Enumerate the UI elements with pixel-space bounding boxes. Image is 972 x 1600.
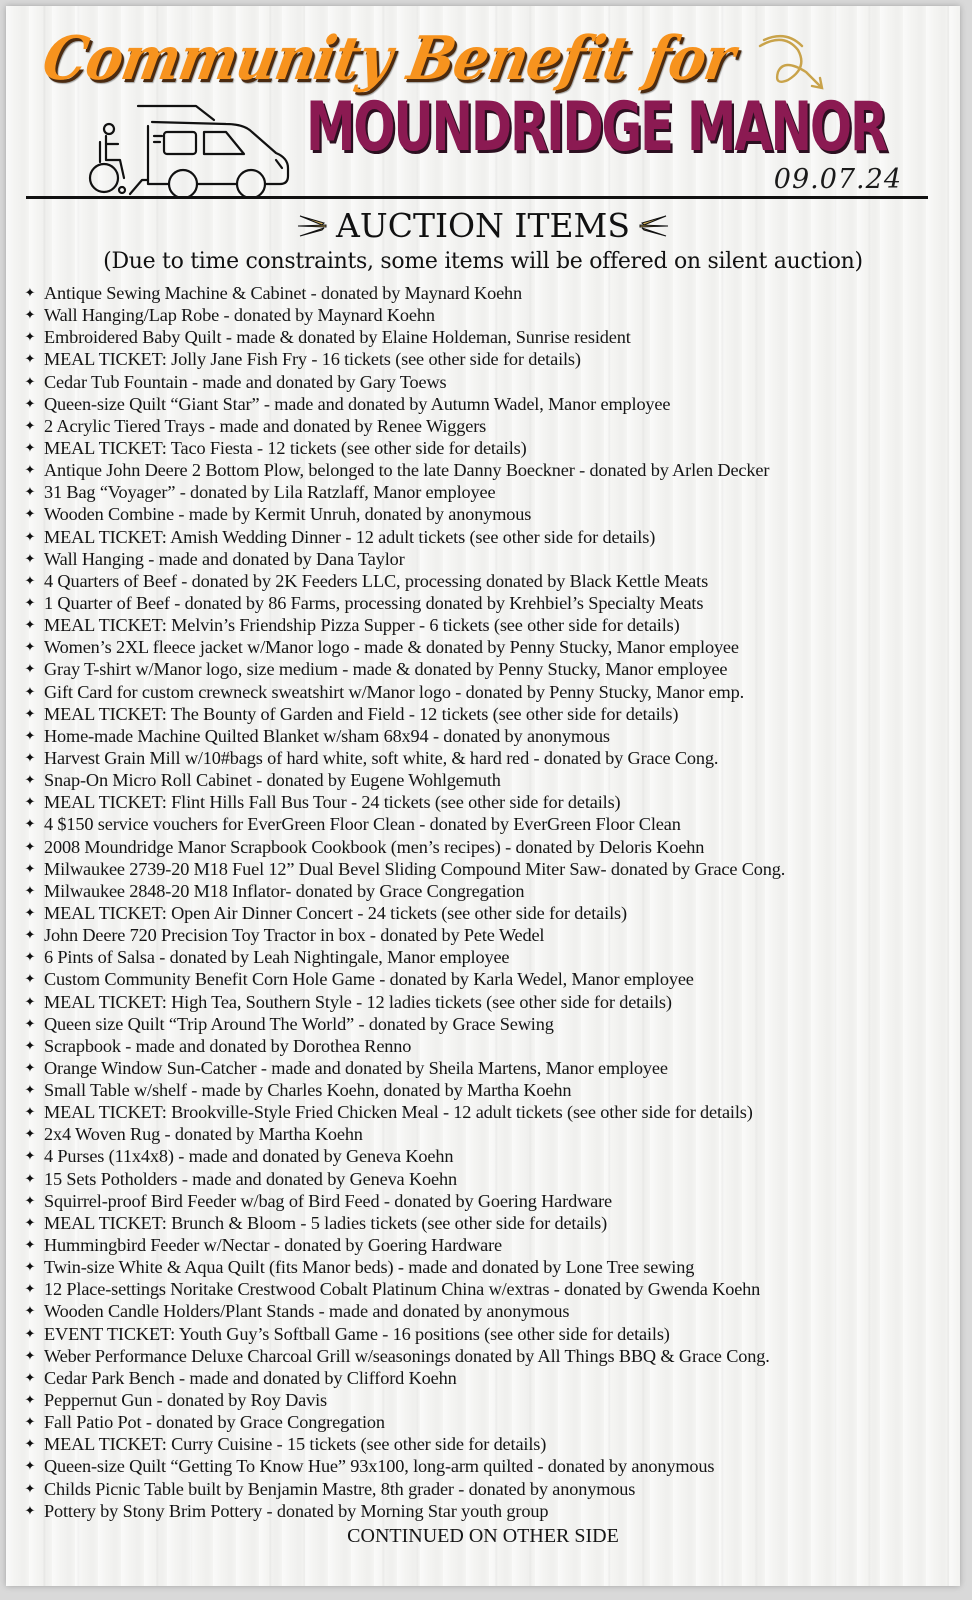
auction-item <box>16 348 956 370</box>
auction-item <box>16 393 956 415</box>
bullet-star-icon: ✦ <box>24 683 36 699</box>
bullet-star-icon: ✦ <box>24 949 36 965</box>
bullet-star-icon: ✦ <box>24 439 36 455</box>
auction-item-text: Squirrel-proof Bird Feeder w/bag of Bird Feed - donated by Goering Hardware <box>44 1190 612 1211</box>
auction-item-list <box>16 282 956 1522</box>
bullet-star-icon: ✦ <box>24 550 36 566</box>
bullet-star-icon: ✦ <box>24 1303 36 1319</box>
bullet-star-icon: ✦ <box>24 1237 36 1253</box>
auction-item <box>16 1478 956 1500</box>
auction-item <box>16 1389 956 1411</box>
bullet-star-icon: ✦ <box>24 506 36 522</box>
auction-item <box>16 415 956 437</box>
auction-item <box>16 1168 956 1190</box>
auction-item-text: Antique Sewing Machine & Cabinet - donated by Maynard Koehn <box>44 283 523 303</box>
header-divider <box>26 196 928 199</box>
auction-item <box>16 1345 956 1367</box>
auction-item-text: Scrapbook - made and donated by Dorothea Renno <box>44 1035 412 1056</box>
auction-item-text: Queen size Quilt “Trip Around The World” - donated by Grace Sewing <box>44 1013 554 1034</box>
auction-item-text: Milwaukee 2739-20 M18 Fuel 12” Dual Bevel Sliding Compound Miter Saw- donated by Grace Cong. <box>44 858 786 879</box>
bullet-star-icon: ✦ <box>24 1037 36 1053</box>
bullet-star-icon: ✦ <box>24 1104 36 1120</box>
bullet-star-icon: ✦ <box>24 1059 36 1075</box>
auction-item <box>16 924 956 946</box>
auction-item <box>16 592 956 614</box>
bullet-star-icon: ✦ <box>24 307 36 323</box>
auction-item <box>16 902 956 924</box>
auction-item-text: Fall Patio Pot - donated by Grace Congregation <box>44 1412 385 1433</box>
bullet-star-icon: ✦ <box>24 1458 36 1474</box>
bullet-star-icon: ✦ <box>24 860 36 876</box>
auction-item <box>16 1013 956 1035</box>
auction-item <box>16 636 956 658</box>
bullet-star-icon: ✦ <box>24 1325 36 1341</box>
bullet-star-icon: ✦ <box>24 594 36 610</box>
auction-item-text: Cedar Tub Fountain - made and donated by Gary Toews <box>44 371 447 392</box>
bullet-star-icon: ✦ <box>24 639 36 655</box>
auction-item-text: Hummingbird Feeder w/Nectar - donated by Goering Hardware <box>44 1235 502 1256</box>
auction-item <box>16 1433 956 1455</box>
bullet-star-icon: ✦ <box>24 329 36 345</box>
auction-item <box>16 813 956 835</box>
flyer-page <box>6 6 960 1586</box>
auction-item-text: 12 Place-settings Noritake Crestwood Cobalt Platinum China w/extras - donated by Gwenda Koehn <box>44 1279 761 1300</box>
auction-item-text: Antique John Deere 2 Bottom Plow, belonged to the late Danny Boeckner - donated by Arlen Decker <box>44 460 770 481</box>
bullet-star-icon: ✦ <box>24 1480 36 1496</box>
bullet-star-icon: ✦ <box>24 1082 36 1098</box>
sunburst-right-icon <box>636 208 670 244</box>
auction-item <box>16 1234 956 1256</box>
auction-item <box>16 658 956 680</box>
gold-swirl-arrow-icon <box>754 32 834 96</box>
auction-item <box>16 1145 956 1167</box>
auction-item <box>16 703 956 725</box>
auction-item <box>16 282 956 304</box>
bullet-star-icon: ✦ <box>24 395 36 411</box>
silent-auction-note: (Due to time constraints, some items will be offered on silent auction) <box>103 249 863 274</box>
auction-item <box>16 858 956 880</box>
bullet-star-icon: ✦ <box>24 462 36 478</box>
bullet-star-icon: ✦ <box>24 1414 36 1430</box>
auction-item-text: MEAL TICKET: High Tea, Southern Style - 12 ladies tickets (see other side for details) <box>44 991 672 1012</box>
sunburst-left-icon <box>296 208 330 244</box>
auction-item <box>16 437 956 459</box>
wheelchair-van-icon <box>76 98 296 198</box>
auction-item-text: MEAL TICKET: Brunch & Bloom - 5 ladies tickets (see other side for details) <box>44 1212 608 1233</box>
auction-item <box>16 326 956 348</box>
auction-item <box>16 548 956 570</box>
auction-item-text: MEAL TICKET: The Bounty of Garden and Field - 12 tickets (see other side for details) <box>44 703 679 724</box>
bullet-star-icon: ✦ <box>24 484 36 500</box>
auction-item-text: 2 Acrylic Tiered Trays - made and donated by Renee Wiggers <box>44 415 487 436</box>
auction-item <box>16 1079 956 1101</box>
bullet-star-icon: ✦ <box>24 1502 36 1518</box>
auction-item-text: Small Table w/shelf - made by Charles Koehn, donated by Martha Koehn <box>44 1080 572 1101</box>
section-heading <box>6 206 960 245</box>
auction-item <box>16 1035 956 1057</box>
auction-item <box>16 1500 956 1522</box>
auction-item <box>16 570 956 592</box>
auction-item <box>16 1190 956 1212</box>
auction-item <box>16 725 956 747</box>
bullet-star-icon: ✦ <box>24 417 36 433</box>
auction-item-text: 15 Sets Potholders - made and donated by Geneva Koehn <box>44 1168 457 1189</box>
auction-item-text: Home-made Machine Quilted Blanket w/sham 68x94 - donated by anonymous <box>44 725 610 746</box>
bullet-star-icon: ✦ <box>24 528 36 544</box>
auction-item-text: 2x4 Woven Rug - donated by Martha Koehn <box>44 1124 363 1145</box>
bullet-star-icon: ✦ <box>24 772 36 788</box>
auction-item-text: Twin-size White & Aqua Quilt (fits Manor beds) - made and donated by Lone Tree sewing <box>44 1257 695 1278</box>
bullet-star-icon: ✦ <box>24 1126 36 1142</box>
bullet-star-icon: ✦ <box>24 1214 36 1230</box>
auction-item-text: Queen-size Quilt “Getting To Know Hue” 93x100, long-arm quilted - donated by anonymous <box>44 1456 715 1477</box>
auction-item <box>16 1123 956 1145</box>
auction-item <box>16 371 956 393</box>
auction-item-text: Milwaukee 2848-20 M18 Inflator- donated by Grace Congregation <box>44 880 525 901</box>
auction-item-text: Orange Window Sun-Catcher - made and donated by Sheila Martens, Manor employee <box>44 1057 668 1078</box>
bullet-star-icon: ✦ <box>24 1281 36 1297</box>
bullet-star-icon: ✦ <box>24 285 36 300</box>
auction-item <box>16 1411 956 1433</box>
auction-item-text: Pottery by Stony Brim Pottery - donated by Morning Star youth group <box>44 1500 549 1521</box>
auction-item-text: 6 Pints of Salsa - donated by Leah Nightingale, Manor employee <box>44 947 510 968</box>
auction-item-text: Gift Card for custom crewneck sweatshirt w/Manor logo - donated by Penny Stucky, Manor emp. <box>44 681 745 702</box>
auction-item <box>16 991 956 1013</box>
auction-item-text: Childs Picnic Table built by Benjamin Mastre, 8th grader - donated by anonymous <box>44 1478 636 1499</box>
auction-item-text: Embroidered Baby Quilt - made & donated by Elaine Holdeman, Sunrise resident <box>44 327 631 348</box>
auction-item-text: Harvest Grain Mill w/10#bags of hard white, soft white, & hard red - donated by Grace Cong. <box>44 747 719 768</box>
auction-item <box>16 1101 956 1123</box>
auction-item-text: MEAL TICKET: Brookville-Style Fried Chicken Meal - 12 adult tickets (see other side for details) <box>44 1102 753 1123</box>
auction-item <box>16 836 956 858</box>
bullet-star-icon: ✦ <box>24 794 36 810</box>
auction-item-text: Women’s 2XL fleece jacket w/Manor logo - made & donated by Penny Stucky, Manor employee <box>44 637 739 658</box>
bullet-star-icon: ✦ <box>24 816 36 832</box>
auction-item-text: 31 Bag “Voyager” - donated by Lila Ratzlaff, Manor employee <box>44 482 496 503</box>
auction-item-text: 4 $150 service vouchers for EverGreen Floor Clean - donated by EverGreen Floor Clean <box>44 814 681 835</box>
bullet-star-icon: ✦ <box>24 1192 36 1208</box>
bullet-star-icon: ✦ <box>24 971 36 987</box>
auction-item-text: Queen-size Quilt “Giant Star” - made and donated by Autumn Wadel, Manor employee <box>44 393 671 414</box>
bullet-star-icon: ✦ <box>24 1259 36 1275</box>
auction-item <box>16 946 956 968</box>
bullet-star-icon: ✦ <box>24 749 36 765</box>
bullet-star-icon: ✦ <box>24 373 36 389</box>
auction-item <box>16 503 956 525</box>
auction-item <box>16 1323 956 1345</box>
auction-item <box>16 968 956 990</box>
auction-item <box>16 769 956 791</box>
auction-item <box>16 1256 956 1278</box>
auction-items-heading: AUCTION ITEMS <box>336 206 630 245</box>
auction-item-text: Wooden Candle Holders/Plant Stands - made and donated by anonymous <box>44 1301 570 1322</box>
bullet-star-icon: ✦ <box>24 904 36 920</box>
event-script-title: Community Benefit for <box>37 24 740 94</box>
auction-item <box>16 1455 956 1477</box>
auction-item <box>16 526 956 548</box>
auction-item-text: Wall Hanging - made and donated by Dana Taylor <box>44 548 405 569</box>
auction-item-text: MEAL TICKET: Flint Hills Fall Bus Tour - 24 tickets (see other side for details) <box>44 792 621 813</box>
auction-item <box>16 614 956 636</box>
auction-item-text: Weber Performance Deluxe Charcoal Grill w/seasonings donated by All Things BBQ & Grace Cong. <box>44 1345 770 1366</box>
auction-item <box>16 747 956 769</box>
auction-item-text: Custom Community Benefit Corn Hole Game - donated by Karla Wedel, Manor employee <box>44 969 694 990</box>
bullet-star-icon: ✦ <box>24 882 36 898</box>
auction-item <box>16 681 956 703</box>
bullet-star-icon: ✦ <box>24 838 36 854</box>
auction-item-text: MEAL TICKET: Curry Cuisine - 15 tickets (see other side for details) <box>44 1434 547 1455</box>
auction-item-text: Cedar Park Bench - made and donated by Clifford Koehn <box>44 1367 457 1388</box>
bullet-star-icon: ✦ <box>24 351 36 367</box>
auction-item-text: MEAL TICKET: Taco Fiesta - 12 tickets (see other side for details) <box>44 437 527 458</box>
bullet-star-icon: ✦ <box>24 617 36 633</box>
auction-item-text: EVENT TICKET: Youth Guy’s Softball Game - 16 positions (see other side for details) <box>44 1323 670 1344</box>
auction-item-text: MEAL TICKET: Amish Wedding Dinner - 12 adult tickets (see other side for details) <box>44 526 656 547</box>
event-date: 09.07.24 <box>773 164 902 195</box>
auction-item <box>16 459 956 481</box>
event-main-title: MOUNDRIDGE MANOR <box>306 88 887 167</box>
auction-item <box>16 481 956 503</box>
continued-note: CONTINUED ON OTHER SIDE <box>347 1525 619 1547</box>
auction-item-text: Wall Hanging/Lap Robe - donated by Maynard Koehn <box>44 305 435 326</box>
bullet-star-icon: ✦ <box>24 1369 36 1385</box>
auction-item-text: John Deere 720 Precision Toy Tractor in box - donated by Pete Wedel <box>44 925 545 946</box>
bullet-star-icon: ✦ <box>24 1347 36 1363</box>
auction-item-text: Wooden Combine - made by Kermit Unruh, donated by anonymous <box>44 504 532 525</box>
auction-item-text: Peppernut Gun - donated by Roy Davis <box>44 1390 327 1411</box>
auction-item <box>16 1278 956 1300</box>
auction-item-text: Gray T-shirt w/Manor logo, size medium - made & donated by Penny Stucky, Manor employee <box>44 659 728 680</box>
bullet-star-icon: ✦ <box>24 661 36 677</box>
bullet-star-icon: ✦ <box>24 993 36 1009</box>
auction-item-text: MEAL TICKET: Jolly Jane Fish Fry - 16 tickets (see other side for details) <box>44 349 581 370</box>
auction-item <box>16 880 956 902</box>
auction-item-text: MEAL TICKET: Melvin’s Friendship Pizza Supper - 6 tickets (see other side for details) <box>44 615 680 636</box>
auction-item-text: 4 Quarters of Beef - donated by 2K Feeders LLC, processing donated by Black Kettle Meats <box>44 570 709 591</box>
auction-item <box>16 1057 956 1079</box>
bullet-star-icon: ✦ <box>24 1170 36 1186</box>
auction-item <box>16 1367 956 1389</box>
bullet-star-icon: ✦ <box>24 1436 36 1452</box>
auction-item <box>16 1212 956 1234</box>
auction-item-text: 4 Purses (11x4x8) - made and donated by Geneva Koehn <box>44 1146 454 1167</box>
auction-item-text: 1 Quarter of Beef - donated by 86 Farms, processing donated by Krehbiel’s Specialty Meats <box>44 592 704 613</box>
bullet-star-icon: ✦ <box>24 1392 36 1408</box>
auction-item <box>16 304 956 326</box>
bullet-star-icon: ✦ <box>24 1148 36 1164</box>
auction-item <box>16 791 956 813</box>
bullet-star-icon: ✦ <box>24 705 36 721</box>
bullet-star-icon: ✦ <box>24 727 36 743</box>
bullet-star-icon: ✦ <box>24 927 36 943</box>
auction-item-text: MEAL TICKET: Open Air Dinner Concert - 24 tickets (see other side for details) <box>44 902 627 923</box>
bullet-star-icon: ✦ <box>24 1015 36 1031</box>
auction-item-text: 2008 Moundridge Manor Scrapbook Cookbook (men’s recipes) - donated by Deloris Koehn <box>44 836 705 857</box>
auction-item <box>16 1300 956 1322</box>
bullet-star-icon: ✦ <box>24 572 36 588</box>
auction-item-text: Snap-On Micro Roll Cabinet - donated by Eugene Wohlgemuth <box>44 770 501 791</box>
